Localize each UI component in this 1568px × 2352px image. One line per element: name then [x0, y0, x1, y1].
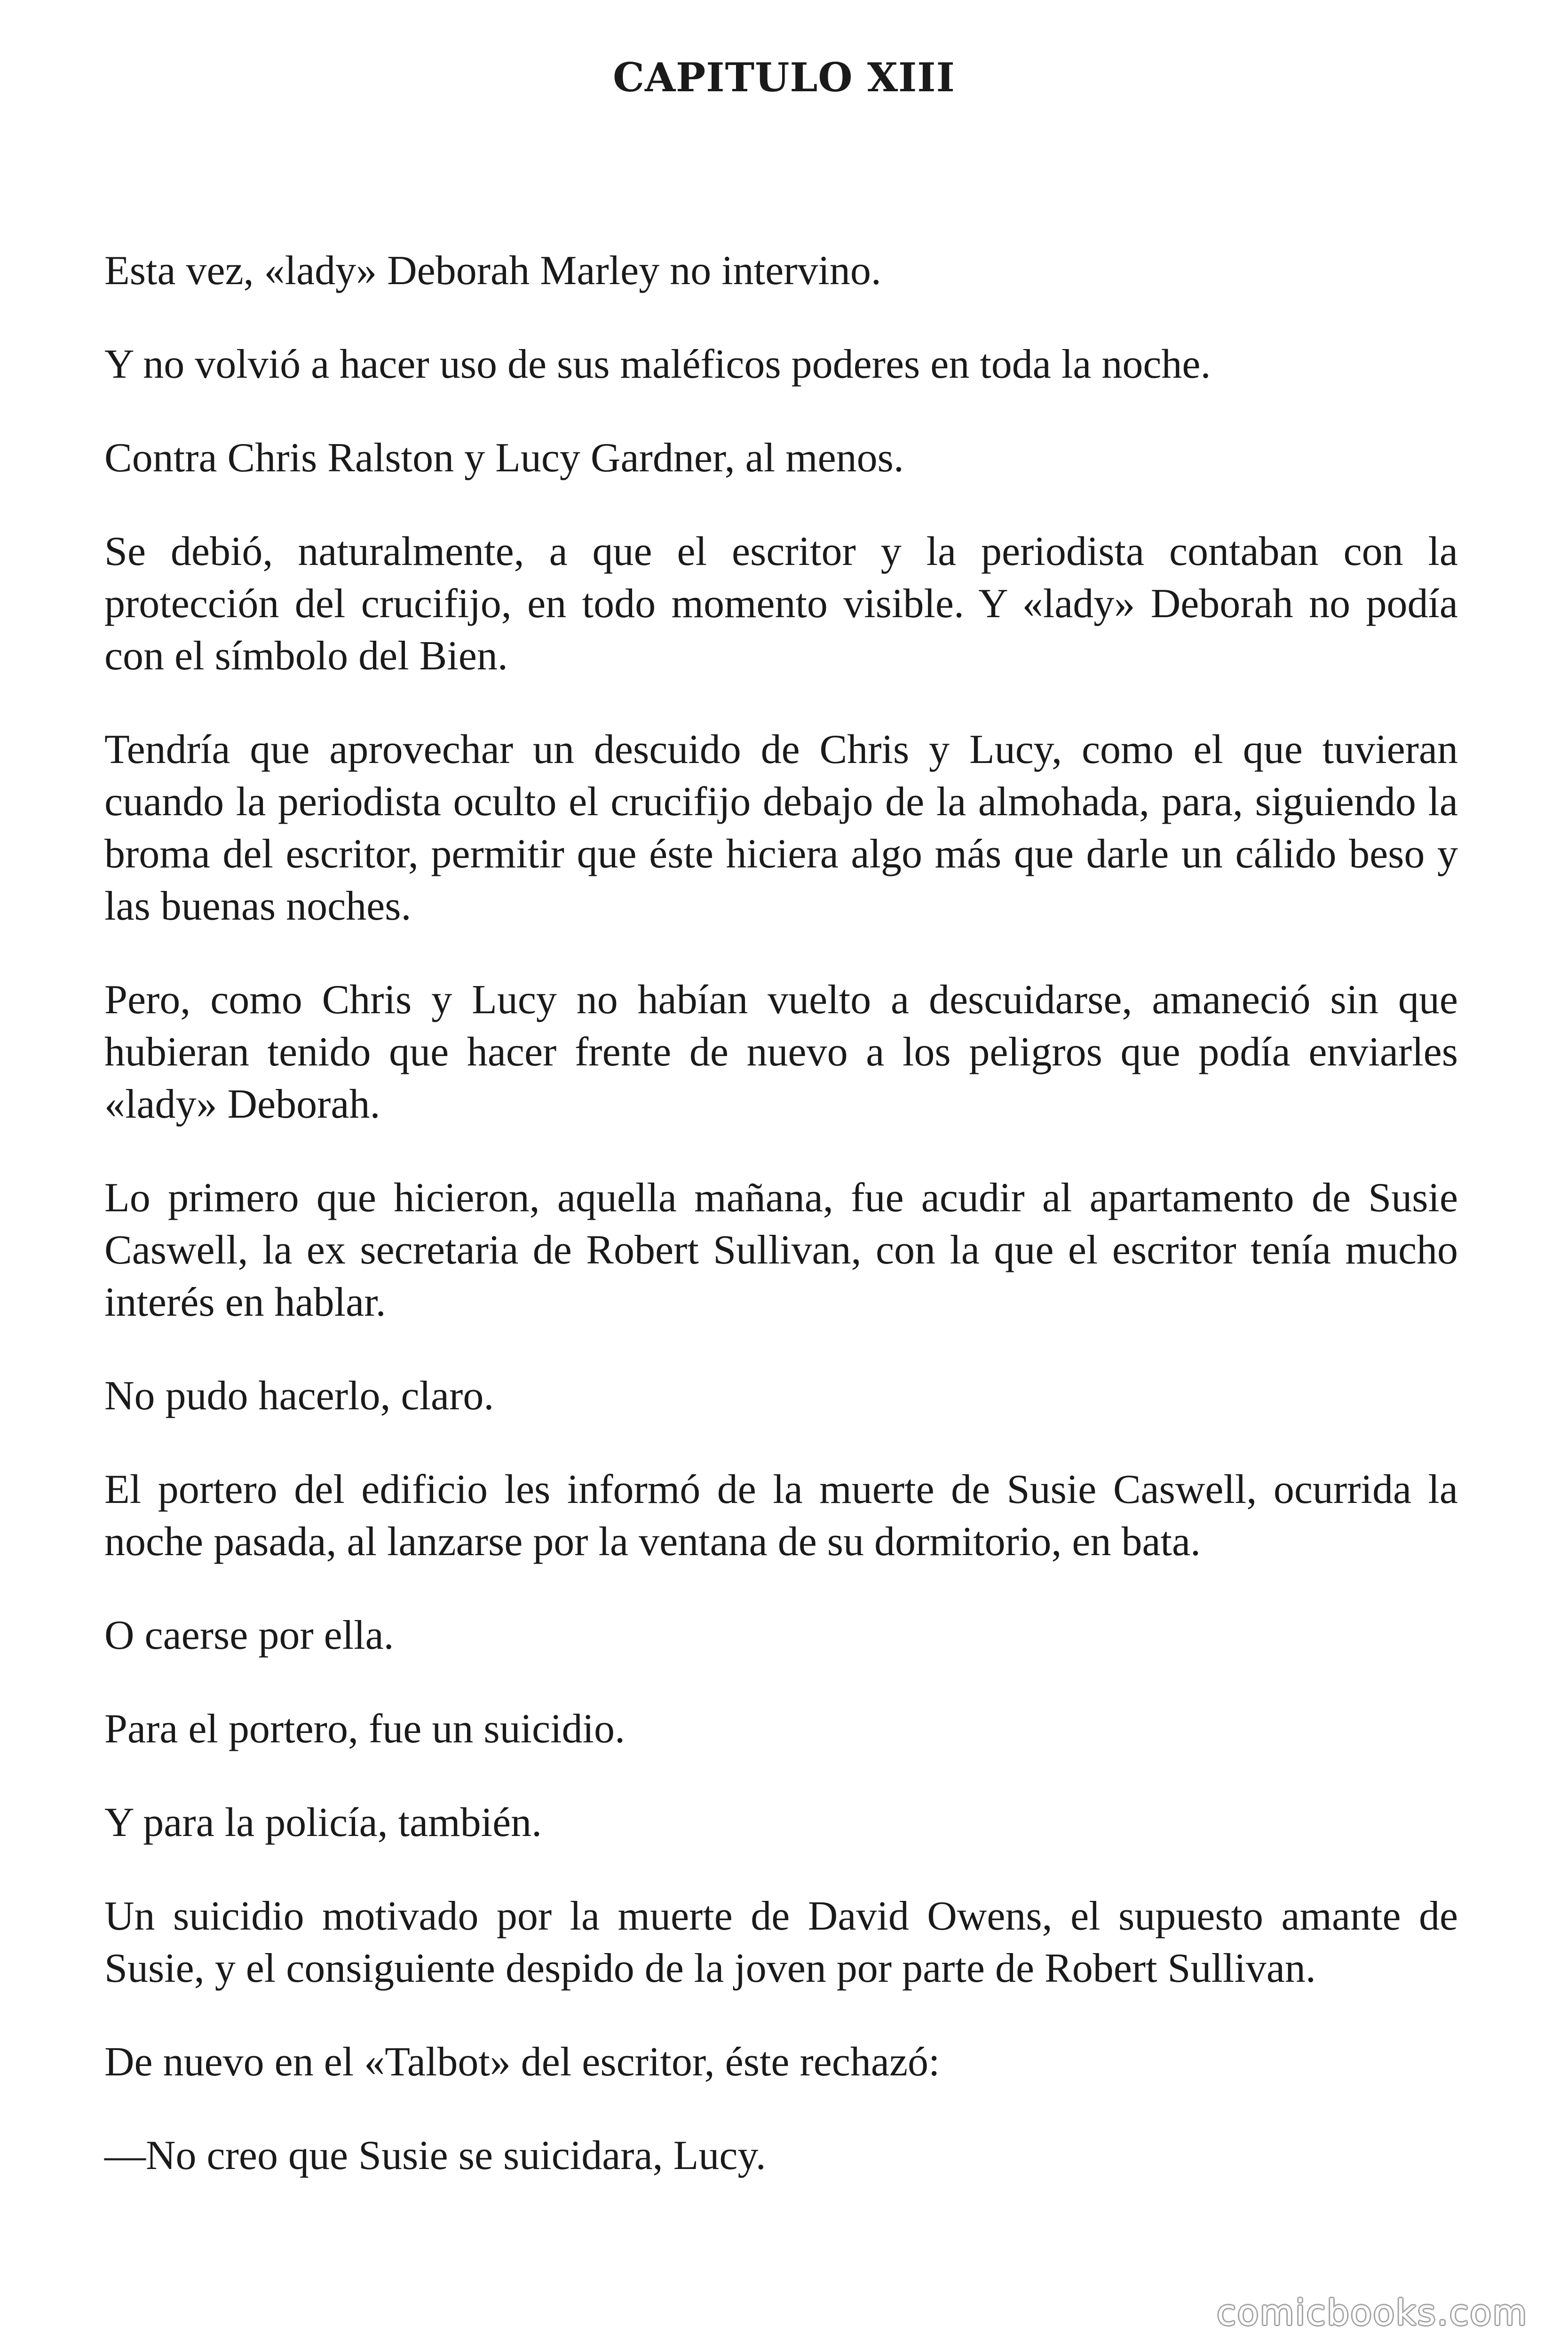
paragraph: Lo primero que hicieron, aquella mañana, fue acudir al apartamento de Susie Caswell, la ex secretaria de Robert Sullivan, con la que el escritor tenía mucho interés en hablar. [104, 1175, 1458, 1325]
watermark: comicbooks.com [1217, 2293, 1528, 2333]
paragraph: Y para la policía, también. [104, 1800, 542, 1845]
paragraph: No pudo hacerlo, claro. [104, 1373, 494, 1419]
paragraph: Contra Chris Ralston y Lucy Gardner, al menos. [104, 435, 904, 481]
paragraph: De nuevo en el «Talbot» del escritor, éste rechazó: [104, 2039, 940, 2085]
paragraph: Un suicidio motivado por la muerte de David Owens, el supuesto amante de Susie, y el consiguiente despido de la joven por parte de Robert Sullivan. [104, 1893, 1458, 1991]
chapter-title: CAPITULO XIII [613, 54, 955, 101]
paragraph: Pero, como Chris y Lucy no habían vuelto a descuidarse, amaneció sin que hubieran tenido que hacer frente de nuevo a los peligros que podía enviarles «lady» Deborah. [104, 977, 1458, 1127]
paragraph: Y no volvió a hacer uso de sus maléficos poderes en toda la noche. [104, 342, 1211, 387]
paragraph: Tendría que aprovechar un descuido de Chris y Lucy, como el que tuvieran cuando la periodista oculto el crucifijo debajo de la almohada, para, siguiendo la broma del escritor, permitir que éste hiciera algo más que darle un cálido beso y las buenas noches. [104, 727, 1458, 929]
paragraph: Para el portero, fue un suicidio. [104, 1706, 626, 1752]
paragraph: Se debió, naturalmente, a que el escritor y la periodista contaban con la protección del crucifijo, en todo momento visible. Y «lady» Deborah no podía con el símbolo del Bien. [104, 529, 1458, 679]
paragraph: El portero del edificio les informó de la muerte de Susie Caswell, ocurrida la noche pasada, al lanzarse por la ventana de su dormitorio, en bata. [104, 1467, 1458, 1565]
paragraph: O caerse por ella. [104, 1613, 394, 1658]
paragraph: Esta vez, «lady» Deborah Marley no intervino. [104, 248, 881, 294]
paragraph: —No creo que Susie se suicidara, Lucy. [104, 2133, 766, 2178]
chapter-body [104, 245, 1458, 2223]
